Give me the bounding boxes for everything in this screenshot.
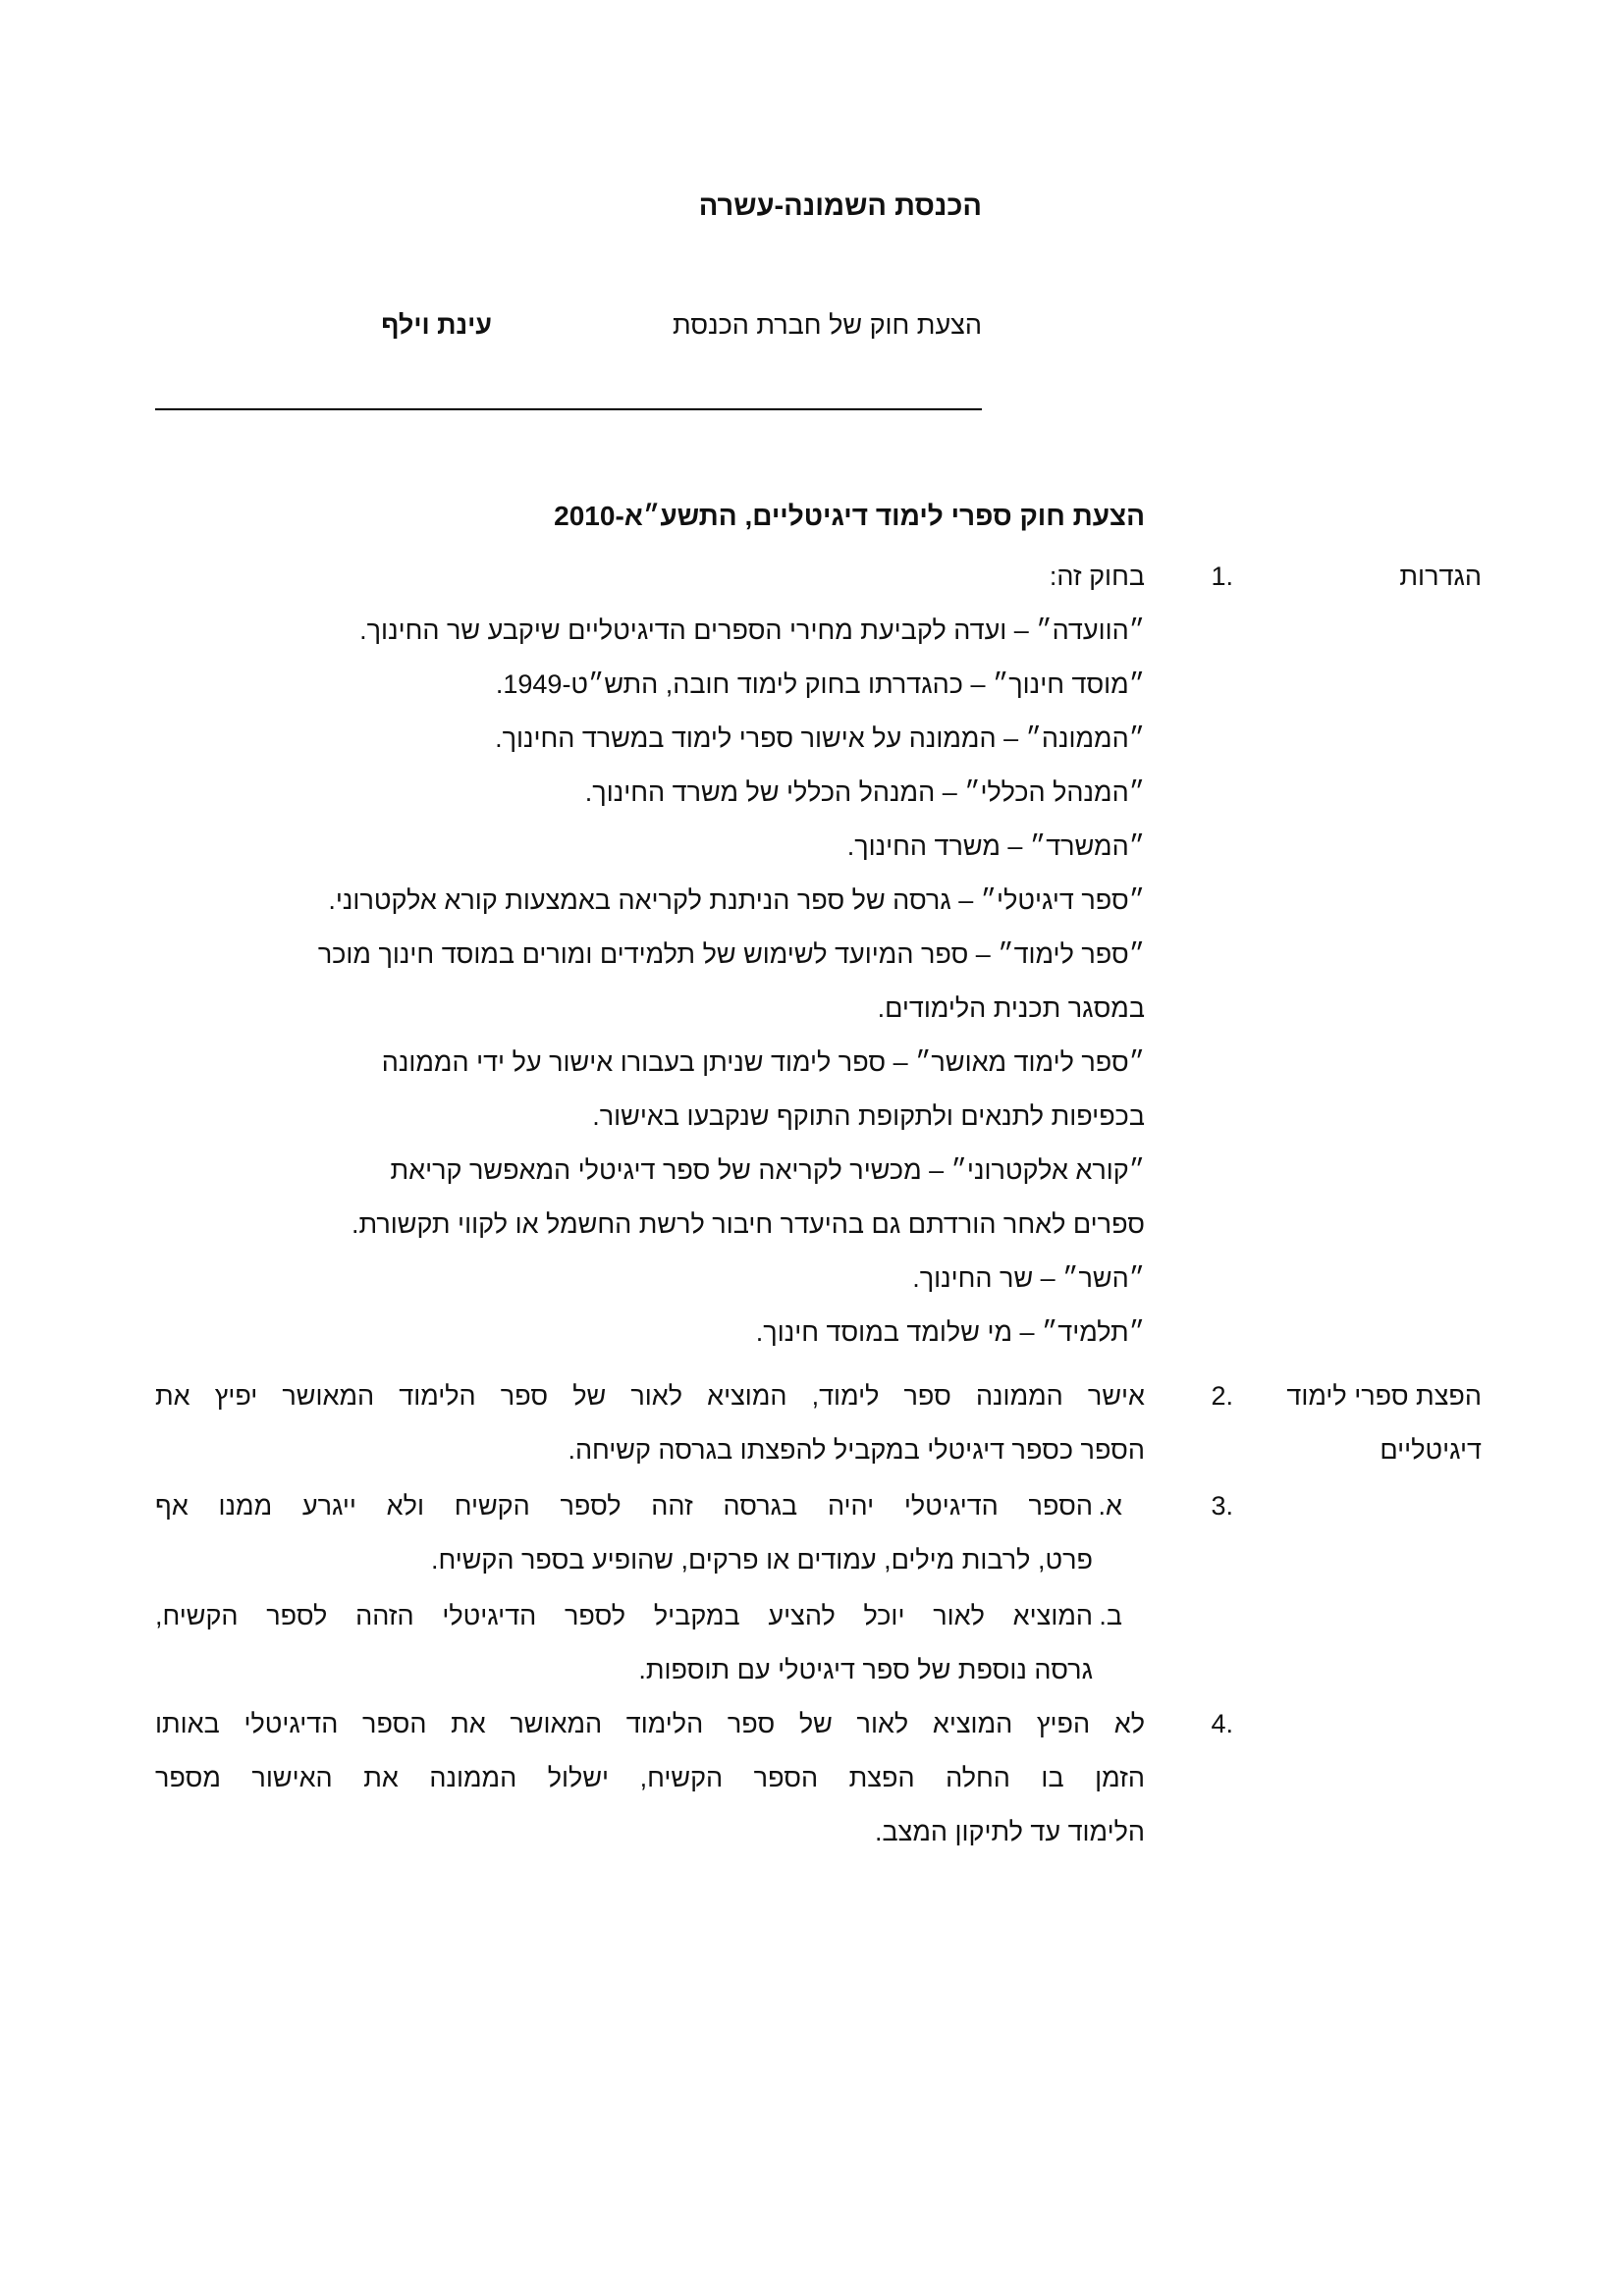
subsection-marker: ב. [1099,1601,1122,1630]
section-label-line: דיגיטליים [1380,1435,1482,1465]
bill-sections [155,550,1482,1859]
section-label [1237,550,1482,1360]
section-line: הזמן בו החלה הפצת הספר הקשיח, ישלול הממונה את האישור מספר [155,1763,1145,1792]
definition-line: ״הוועדה״ – ועדה לקביעת מחירי הספרים הדיגיטליים שיקבע שר החינוך. [359,615,1145,645]
section-body [155,1369,1145,1477]
section-1 [155,550,1482,1360]
subsection-line: גרסה נוספת של ספר דיגיטלי עם תוספות. [638,1655,1093,1684]
subsection-item [155,1589,1145,1697]
subsection-marker: א. [1098,1491,1122,1521]
section-4 [155,1697,1482,1859]
definition-line: בכפיפות לתנאים ולתקופת התוקף שנקבעו באישור. [592,1101,1145,1131]
section-line: לא הפיץ המוציא לאור של ספר הלימוד המאושר את הספר הדיגיטלי באותו [155,1709,1145,1738]
section-label [1237,1479,1482,1697]
section-2 [155,1369,1482,1477]
bill-title: הצעת חוק ספרי לימוד דיגיטליים, התשע״א-2010 [554,501,1145,531]
definition-line: ״תלמיד״ – מי שלומד במוסד חינוך. [755,1317,1145,1347]
section-body [155,1697,1145,1859]
subsection-item [155,1479,1145,1587]
section-number: 2. [1211,1381,1233,1411]
definition-line: ספרים לאחר הורדתם גם בהיעדר חיבור לרשת החשמל או לקווי תקשורת. [352,1209,1145,1239]
section-line: הספר כספר דיגיטלי במקביל להפצתו בגרסה קשיחה. [568,1435,1145,1465]
definition-line: ״השר״ – שר החינוך. [912,1263,1145,1293]
definition-line: ״ספר לימוד מאושר״ – ספר לימוד שניתן בעבורו אישור על ידי הממונה [381,1047,1145,1077]
definition-line: ״ספר לימוד״ – ספר המיועד לשימוש של תלמידים ומורים במוסד חינוך מוכר [317,939,1145,969]
definition-line: ״המשרד״ – משרד החינוך. [846,831,1145,861]
section-number: 3. [1211,1491,1233,1521]
section-line: בחוק זה: [1049,561,1145,591]
sponsor-name: עינת וילף [381,310,492,340]
section-body [155,550,1145,1360]
section-number: 4. [1211,1709,1233,1738]
section-label [1237,1369,1482,1477]
proposal-prefix: הצעת חוק של חברת הכנסת [672,310,982,340]
section-number: 1. [1211,561,1233,591]
subsection-line: המוציא לאור יוכל להציע במקביל לספר הדיגיטלי הזהה לספר הקשיח, [155,1601,1093,1630]
section-label [1237,1697,1482,1859]
definition-line: ״הממונה״ – הממונה על אישור ספרי לימוד במשרד החינוך. [495,723,1145,753]
section-label-line: הפצת ספרי לימוד [1286,1381,1482,1411]
knesset-title: הכנסת השמונה-עשרה [698,190,982,222]
section-3 [155,1479,1482,1697]
definition-line: במסגר תכנית הלימודים. [877,993,1145,1023]
section-body [155,1479,1145,1697]
subsection-line: הספר הדיגיטלי יהיה בגרסה זהה לספר הקשיח ולא ייגרע ממנו אף [155,1491,1093,1521]
subsection-line: פרט, לרבות מילים, עמודים או פרקים, שהופיע בספר הקשיח. [430,1545,1093,1575]
definition-line: ״מוסד חינוך״ – כהגדרתו בחוק לימוד חובה, התש״ט-1949. [495,669,1145,699]
definition-line: ״ספר דיגיטלי״ – גרסה של ספר הניתנת לקריאה באמצעות קורא אלקטרוני. [328,885,1145,915]
definition-line: ״קורא אלקטרוני״ – מכשיר לקריאה של ספר דיגיטלי המאפשר קריאת [390,1155,1145,1185]
definition-line: ״המנהל הכללי״ – המנהל הכללי של משרד החינוך. [584,777,1145,807]
section-line: הלימוד עד לתיקון המצב. [874,1817,1145,1846]
header-divider [155,408,982,410]
section-label-line: הגדרות [1399,561,1482,591]
section-line: אישר הממונה ספר לימוד, המוציא לאור של ספר הלימוד המאושר יפיץ את [155,1381,1145,1411]
